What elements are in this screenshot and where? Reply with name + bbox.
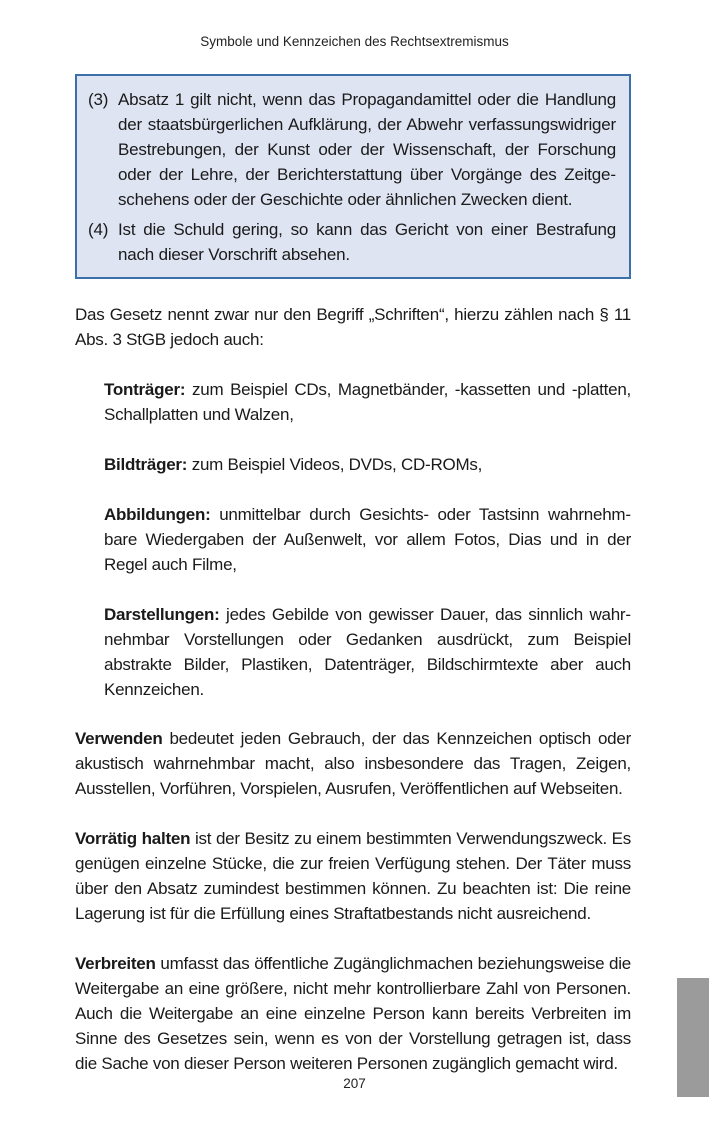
thumb-index-tab [677, 978, 709, 1097]
definition-text: jedes Gebilde von gewisser Dauer, das sinnlich wahrnehmbar Vorstellungen oder Gedanken ausdrückt, zum Beispiel abstrakte Bilder, Plastiken, Datenträger, Bildschirmtexte aber auch Kennzeichen. [104, 605, 631, 699]
law-paragraph-text: Absatz 1 gilt nicht, wenn das Propagandamittel oder die Handlung der staatsbürgerlichen Aufklärung, der Abwehr verfassungswidriger Bestrebungen, der Kunst oder der Wissenschaft, der Forschung oder der Lehre, der Berichterstattung über Vorgänge des Zeitgeschehens oder der Geschichte oder ähnlichen Zwecken dient. [118, 90, 616, 209]
term-label: Verbreiten [75, 954, 156, 973]
law-paragraph-number: (4) [88, 220, 109, 239]
definition-tontraeger [104, 377, 631, 427]
definition-text: unmittelbar durch Gesichts- oder Tastsinn wahrnehmbare Wiedergaben der Außenwelt, vor allem Fotos, Dias und in der Regel auch Filme, [104, 505, 631, 574]
definition-text: zum Beispiel CDs, Magnetbänder, -kassetten und -platten, Schallplatten und Walzen, [104, 380, 631, 424]
law-paragraph-number: (3) [88, 90, 109, 109]
term-vorraetig-halten [75, 826, 631, 926]
definition-bildtraeger [104, 452, 631, 477]
term-label: Verwenden [75, 729, 163, 748]
term-text: ist der Besitz zu einem bestimmten Verwendungszweck. Es genügen einzelne Stücke, die zur freien Verfügung stehen. Der Täter muss über den Absatz zumindest bestimmen können. Zu beachten ist: Die reine Lagerung ist für die Erfüllung eines Straftatbestands nicht ausreichend. [75, 829, 631, 923]
law-excerpt-box [75, 74, 631, 279]
law-paragraph-3 [88, 87, 616, 212]
term-text: umfasst das öffentliche Zugänglichmachen beziehungsweise die Weitergabe an eine größere, nicht mehr kontrollierbare Zahl von Personen. Auch die Weitergabe an eine einzelne Person kann bereits Verbreiten im Sinne des Gesetzes sein, wenn es von der Vorstellung getragen ist, dass die Sache von dieser Person weiteren Personen zugänglich gemacht wird. [75, 954, 631, 1073]
term-verbreiten [75, 951, 631, 1076]
definition-term: Abbildungen: [104, 505, 211, 524]
definition-text: zum Beispiel Videos, DVDs, CD-ROMs, [187, 455, 483, 474]
running-header: Symbole und Kennzeichen des Rechtsextremismus [200, 34, 509, 49]
body-text [75, 302, 631, 1076]
term-text: bedeutet jeden Gebrauch, der das Kennzeichen optisch oder akustisch wahrnehmbar macht, also insbesondere das Tragen, Zeigen, Ausstellen, Vorführen, Vorspielen, Ausrufen, Veröffentlichen auf Webseiten. [75, 729, 631, 798]
term-verwenden [75, 726, 631, 801]
definition-term: Tonträger: [104, 380, 186, 399]
law-paragraph-4 [88, 217, 616, 267]
term-label: Vorrätig halten [75, 829, 191, 848]
intro-paragraph: Das Gesetz nennt zwar nur den Begriff „Schriften“, hierzu zählen nach § 11 Abs. 3 StGB jedoch auch: [75, 305, 631, 349]
definition-darstellungen [104, 602, 631, 702]
law-paragraph-text: Ist die Schuld gering, so kann das Gericht von einer Bestrafung nach dieser Vorschrift absehen. [118, 220, 616, 264]
page-number: 207 [343, 1076, 366, 1091]
definition-abbildungen [104, 502, 631, 577]
definition-term: Darstellungen: [104, 605, 220, 624]
definition-term: Bildträger: [104, 455, 188, 474]
